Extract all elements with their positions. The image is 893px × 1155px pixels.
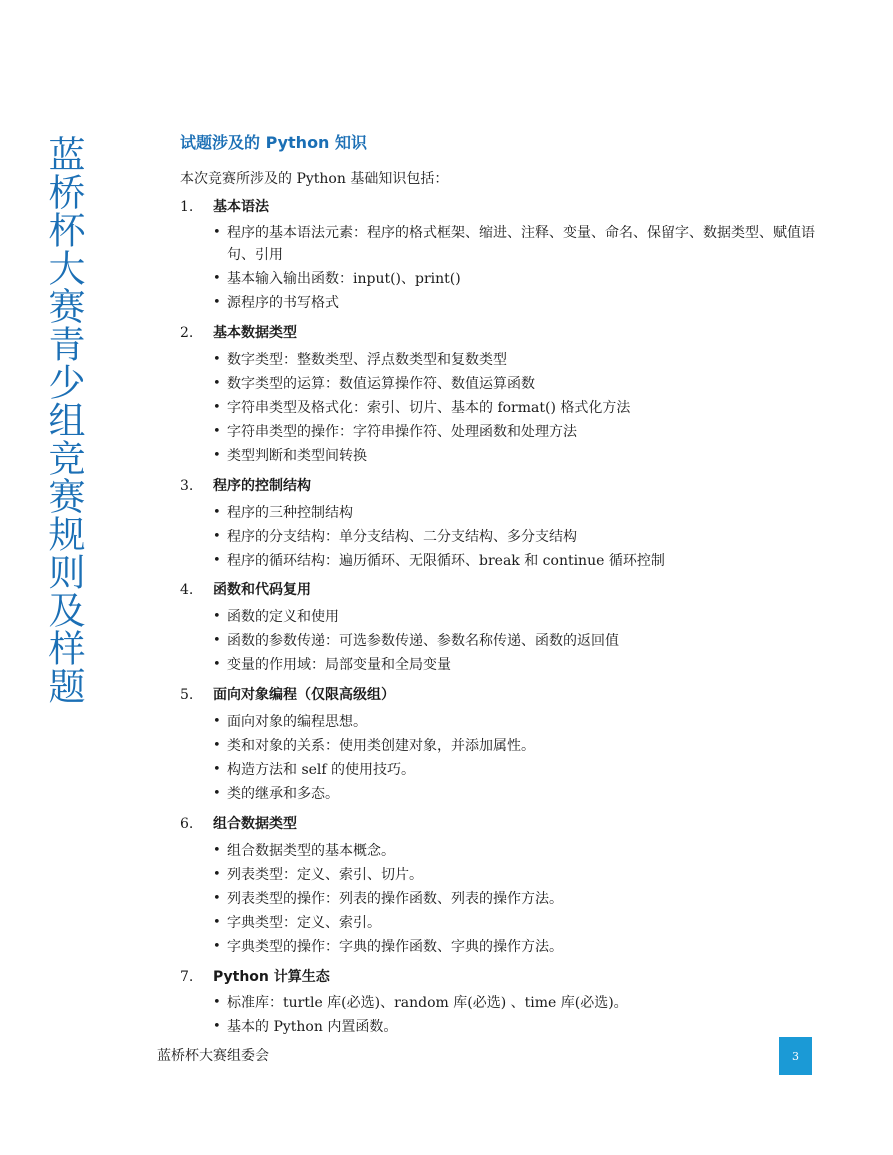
list-item-text: 标准库：turtle 库(必选)、random 库(必选) 、time 库(必选)。 (227, 995, 628, 1011)
list-item (213, 629, 830, 653)
section-title-text: 基本数据类型 (213, 325, 297, 341)
section-5 (180, 684, 830, 806)
section-7 (180, 966, 830, 1039)
list-item-text: 程序的三种控制结构 (227, 505, 353, 521)
bullet-icon: • (213, 505, 221, 520)
list-item-text: 数字类型：整数类型、浮点数类型和复数类型 (227, 352, 507, 368)
list-item-text: 列表类型的操作：列表的操作函数、列表的操作方法。 (227, 891, 563, 907)
list-item-text: 函数的定义和使用 (227, 609, 339, 625)
bullet-icon: • (213, 553, 221, 568)
list-item-text: 类型判断和类型间转换 (227, 448, 367, 464)
bullet-icon: • (213, 867, 221, 882)
list-item-text: 字典类型：定义、索引。 (227, 915, 381, 931)
main-content (180, 130, 830, 1046)
page-number: 3 (792, 1049, 799, 1063)
section-title (180, 966, 830, 988)
list-item-text: 变量的作用域：局部变量和全局变量 (227, 657, 451, 673)
bullet-icon: • (213, 939, 221, 954)
footer-organizer: 蓝桥杯大赛组委会 (157, 1048, 269, 1064)
list-item-text: 组合数据类型的基本概念。 (227, 843, 395, 859)
list-item-text: 类的继承和多态。 (227, 786, 339, 802)
list-item (213, 758, 830, 782)
item-list (180, 605, 830, 677)
list-item (213, 396, 830, 420)
list-item-text: 字符串类型及格式化：索引、切片、基本的 format() 格式化方法 (227, 400, 631, 416)
list-item-text: 程序的基本语法元素：程序的格式框架、缩进、注释、变量、命名、保留字、数据类型、赋值语句、引用 (227, 225, 815, 263)
list-item (213, 222, 830, 266)
section-number: 6. (180, 816, 194, 832)
knowledge-list (180, 196, 830, 1039)
bullet-icon: • (213, 1019, 221, 1034)
list-item-text: 程序的分支结构：单分支结构、二分支结构、多分支结构 (227, 529, 577, 545)
section-4 (180, 579, 830, 677)
list-item (213, 348, 830, 372)
section-title (180, 196, 830, 218)
section-title (180, 684, 830, 706)
section-2 (180, 322, 830, 468)
list-item-text: 数字类型的运算：数值运算操作符、数值运算函数 (227, 376, 535, 392)
bullet-icon: • (213, 633, 221, 648)
list-item (213, 653, 830, 677)
section-title (180, 813, 830, 835)
bullet-icon: • (213, 295, 221, 310)
list-item (213, 444, 830, 468)
bullet-icon: • (213, 225, 221, 240)
list-item-text: 面向对象的编程思想。 (227, 714, 367, 730)
bullet-icon: • (213, 352, 221, 367)
list-item-text: 字典类型的操作：字典的操作函数、字典的操作方法。 (227, 939, 563, 955)
item-list (180, 710, 830, 806)
section-3 (180, 475, 830, 572)
bullet-icon: • (213, 714, 221, 729)
bullet-icon: • (213, 376, 221, 391)
section-title-text: 基本语法 (213, 199, 269, 215)
list-item (213, 839, 830, 863)
list-item (213, 267, 830, 291)
section-6 (180, 813, 830, 959)
list-item-text: 程序的循环结构：遍历循环、无限循环、break 和 continue 循环控制 (227, 553, 665, 569)
list-item-text: 类和对象的关系：使用类创建对象，并添加属性。 (227, 738, 535, 754)
list-item (213, 291, 830, 315)
section-title (180, 322, 830, 344)
list-item-text: 列表类型：定义、索引、切片。 (227, 867, 423, 883)
section-title-text: 程序的控制结构 (213, 478, 311, 494)
section-number: 3. (180, 478, 194, 494)
list-item (213, 935, 830, 959)
list-item-text: 基本输入输出函数：input()、print() (227, 271, 461, 287)
bullet-icon: • (213, 609, 221, 624)
bullet-icon: • (213, 738, 221, 753)
section-number: 2. (180, 325, 194, 341)
bullet-icon: • (213, 448, 221, 463)
list-item-text: 构造方法和 self 的使用技巧。 (227, 762, 416, 778)
section-title-text: 面向对象编程（仅限高级组） (213, 687, 395, 703)
section-number: 4. (180, 582, 194, 598)
bullet-icon: • (213, 657, 221, 672)
section-title-text: Python 计算生态 (213, 969, 330, 985)
list-item-text: 字符串类型的操作：字符串操作符、处理函数和处理方法 (227, 424, 577, 440)
bullet-icon: • (213, 271, 221, 286)
list-item-text: 函数的参数传递：可选参数传递、参数名称传递、函数的返回值 (227, 633, 619, 649)
item-list (180, 501, 830, 572)
page-number-badge (779, 1037, 812, 1075)
bullet-icon: • (213, 786, 221, 801)
section-number: 5. (180, 687, 194, 703)
section-title (180, 579, 830, 601)
item-list (180, 348, 830, 468)
bullet-icon: • (213, 891, 221, 906)
side-title: 蓝桥杯大赛青少组竞赛规则及样题 (42, 135, 85, 705)
bullet-icon: • (213, 843, 221, 858)
bullet-icon: • (213, 915, 221, 930)
item-list (180, 222, 830, 315)
section-number: 7. (180, 969, 194, 985)
list-item (213, 1015, 830, 1039)
bullet-icon: • (213, 424, 221, 439)
item-list (180, 992, 830, 1039)
list-item (213, 992, 830, 1014)
bullet-icon: • (213, 400, 221, 415)
list-item (213, 734, 830, 758)
bullet-icon: • (213, 995, 221, 1010)
list-item (213, 782, 830, 806)
list-item (213, 887, 830, 911)
list-item (213, 605, 830, 629)
section-title-text: 函数和代码复用 (213, 582, 311, 598)
item-list (180, 839, 830, 959)
section-number: 1. (180, 199, 194, 215)
list-item (213, 501, 830, 525)
list-item (213, 420, 830, 444)
section-1 (180, 196, 830, 315)
list-item (213, 525, 830, 549)
intro-text: 本次竞赛所涉及的 Python 基础知识包括： (180, 171, 449, 187)
list-item (213, 372, 830, 396)
list-item (213, 710, 830, 734)
bullet-icon: • (213, 529, 221, 544)
list-item-text: 基本的 Python 内置函数。 (227, 1019, 398, 1035)
list-item-text: 源程序的书写格式 (227, 295, 339, 311)
section-title-text: 组合数据类型 (213, 816, 297, 832)
list-item (213, 550, 830, 572)
bullet-icon: • (213, 762, 221, 777)
section-heading: 试题涉及的 Python 知识 (180, 133, 368, 152)
list-item (213, 911, 830, 935)
list-item (213, 863, 830, 887)
section-title (180, 475, 830, 497)
